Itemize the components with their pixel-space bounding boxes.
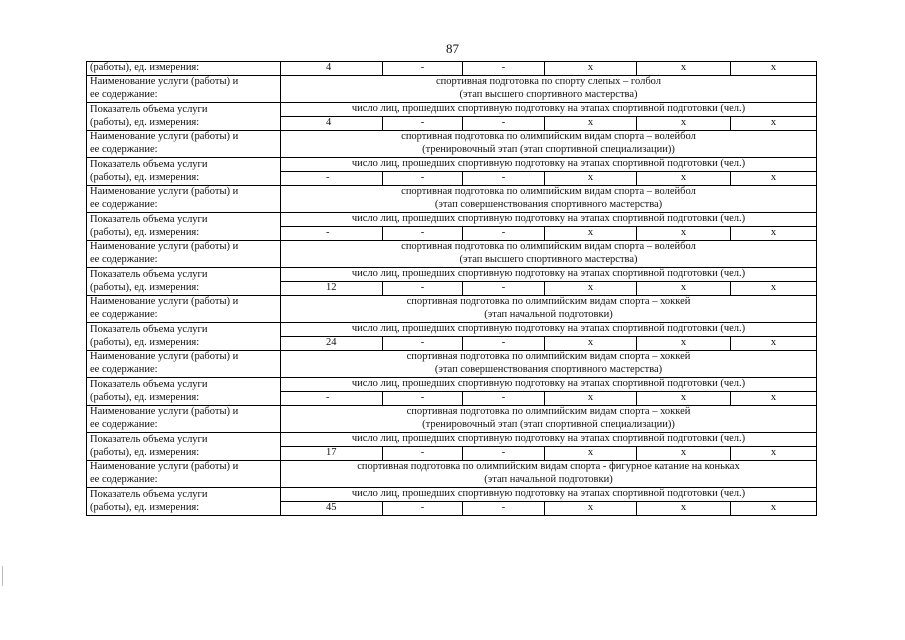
value-cell: - [463, 447, 545, 461]
service-name-label: ее содержание: [87, 199, 281, 213]
table-row [87, 474, 817, 488]
service-name-label: ее содержание: [87, 474, 281, 488]
value-cell: 45 [281, 502, 383, 516]
table-row [87, 172, 817, 186]
table-row [87, 433, 817, 447]
value-cell: - [463, 392, 545, 406]
indicator-text: число лиц, прошедших спортивную подготовку на этапах спортивной подготовки (чел.) [281, 488, 817, 502]
table-row [87, 392, 817, 406]
service-name-text: спортивная подготовка по олимпийским видам спорта – волейбол [281, 241, 817, 255]
table-row [87, 502, 817, 516]
value-cell: - [281, 172, 383, 186]
indicator-label: (работы), ед. измерения: [87, 282, 281, 296]
value-cell: - [383, 282, 463, 296]
value-cell: х [731, 392, 817, 406]
table-row [87, 62, 817, 76]
value-cell: х [545, 282, 637, 296]
value-cell: - [281, 227, 383, 241]
indicator-label: (работы), ед. измерения: [87, 172, 281, 186]
service-name-text: спортивная подготовка по олимпийским видам спорта – волейбол [281, 186, 817, 200]
service-name-label: Наименование услуги (работы) и [87, 296, 281, 310]
table-row [87, 158, 817, 172]
service-name-text: спортивная подготовка по олимпийским видам спорта – хоккей [281, 351, 817, 365]
service-name-label: Наименование услуги (работы) и [87, 131, 281, 145]
value-cell: - [383, 172, 463, 186]
service-name-text: спортивная подготовка по олимпийским видам спорта – хоккей [281, 406, 817, 420]
value-cell: х [637, 447, 731, 461]
value-cell: х [637, 392, 731, 406]
indicator-label: Показатель объема услуги [87, 433, 281, 447]
service-stage-text: (этап начальной подготовки) [281, 474, 817, 488]
table-row [87, 227, 817, 241]
service-name-text: спортивная подготовка по олимпийским видам спорта – хоккей [281, 296, 817, 310]
service-name-label: ее содержание: [87, 254, 281, 268]
value-cell: 24 [281, 337, 383, 351]
value-cell: х [731, 227, 817, 241]
table-row [87, 337, 817, 351]
table-row [87, 461, 817, 475]
table-row [87, 378, 817, 392]
value-cell: х [731, 282, 817, 296]
service-volume-table [86, 61, 817, 516]
table-row [87, 213, 817, 227]
value-cell: - [383, 337, 463, 351]
service-name-label: ее содержание: [87, 89, 281, 103]
service-name-text: спортивная подготовка по олимпийским видам спорта – волейбол [281, 131, 817, 145]
service-name-label: ее содержание: [87, 419, 281, 433]
value-cell: х [731, 172, 817, 186]
value-cell: - [383, 447, 463, 461]
value-cell: - [463, 227, 545, 241]
indicator-label: (работы), ед. измерения: [87, 227, 281, 241]
indicator-label: (работы), ед. измерения: [87, 117, 281, 131]
value-cell: х [731, 337, 817, 351]
indicator-text: число лиц, прошедших спортивную подготовку на этапах спортивной подготовки (чел.) [281, 158, 817, 172]
value-cell: - [463, 337, 545, 351]
value-cell: 4 [281, 62, 383, 76]
value-cell: х [637, 172, 731, 186]
table-row [87, 241, 817, 255]
table-row [87, 199, 817, 213]
service-name-text: спортивная подготовка по спорту слепых – голбол [281, 76, 817, 90]
value-cell: х [545, 172, 637, 186]
table-row [87, 419, 817, 433]
margin-mark [2, 566, 9, 586]
table-row [87, 117, 817, 131]
value-cell: - [383, 392, 463, 406]
value-cell: х [545, 502, 637, 516]
indicator-label: Показатель объема услуги [87, 323, 281, 337]
value-cell: - [383, 502, 463, 516]
service-stage-text: (этап высшего спортивного мастерства) [281, 254, 817, 268]
indicator-text: число лиц, прошедших спортивную подготовку на этапах спортивной подготовки (чел.) [281, 103, 817, 117]
value-cell: 17 [281, 447, 383, 461]
indicator-label: (работы), ед. измерения: [87, 62, 281, 76]
value-cell: х [731, 62, 817, 76]
value-cell: х [731, 447, 817, 461]
service-stage-text: (тренировочный этап (этап спортивной специализации)) [281, 144, 817, 158]
indicator-label: Показатель объема услуги [87, 213, 281, 227]
table-row [87, 323, 817, 337]
value-cell: х [545, 392, 637, 406]
service-name-label: Наименование услуги (работы) и [87, 351, 281, 365]
indicator-label: Показатель объема услуги [87, 103, 281, 117]
value-cell: - [463, 282, 545, 296]
table-row [87, 144, 817, 158]
value-cell: х [545, 62, 637, 76]
indicator-label: Показатель объема услуги [87, 488, 281, 502]
table-row [87, 254, 817, 268]
service-name-text: спортивная подготовка по олимпийским видам спорта - фигурное катание на коньках [281, 461, 817, 475]
service-name-label: ее содержание: [87, 309, 281, 323]
value-cell: х [731, 117, 817, 131]
table-row [87, 296, 817, 310]
table-row [87, 282, 817, 296]
service-name-label: Наименование услуги (работы) и [87, 241, 281, 255]
value-cell: х [637, 117, 731, 131]
service-name-label: Наименование услуги (работы) и [87, 406, 281, 420]
page-number: 87 [446, 41, 459, 56]
value-cell: - [463, 172, 545, 186]
service-name-label: Наименование услуги (работы) и [87, 186, 281, 200]
service-name-label: Наименование услуги (работы) и [87, 461, 281, 475]
service-name-label: Наименование услуги (работы) и [87, 76, 281, 90]
service-stage-text: (этап высшего спортивного мастерства) [281, 89, 817, 103]
table-row [87, 186, 817, 200]
table-row [87, 309, 817, 323]
service-name-label: ее содержание: [87, 364, 281, 378]
service-stage-text: (этап начальной подготовки) [281, 309, 817, 323]
value-cell: х [545, 337, 637, 351]
value-cell: х [637, 282, 731, 296]
table-row [87, 103, 817, 117]
value-cell: х [637, 62, 731, 76]
indicator-label: Показатель объема услуги [87, 268, 281, 282]
value-cell: - [463, 117, 545, 131]
indicator-text: число лиц, прошедших спортивную подготовку на этапах спортивной подготовки (чел.) [281, 213, 817, 227]
value-cell: 4 [281, 117, 383, 131]
table-row [87, 488, 817, 502]
table-row [87, 131, 817, 145]
value-cell: - [383, 117, 463, 131]
service-stage-text: (этап совершенствования спортивного мастерства) [281, 364, 817, 378]
indicator-label: (работы), ед. измерения: [87, 337, 281, 351]
indicator-label: (работы), ед. измерения: [87, 392, 281, 406]
table-row [87, 406, 817, 420]
indicator-label: (работы), ед. измерения: [87, 502, 281, 516]
value-cell: х [731, 502, 817, 516]
service-stage-text: (тренировочный этап (этап спортивной специализации)) [281, 419, 817, 433]
value-cell: 12 [281, 282, 383, 296]
indicator-text: число лиц, прошедших спортивную подготовку на этапах спортивной подготовки (чел.) [281, 433, 817, 447]
indicator-label: (работы), ед. измерения: [87, 447, 281, 461]
indicator-label: Показатель объема услуги [87, 158, 281, 172]
table-row [87, 89, 817, 103]
indicator-label: Показатель объема услуги [87, 378, 281, 392]
indicator-text: число лиц, прошедших спортивную подготовку на этапах спортивной подготовки (чел.) [281, 268, 817, 282]
table-row [87, 364, 817, 378]
table-row [87, 76, 817, 90]
value-cell: х [637, 502, 731, 516]
value-cell: - [281, 392, 383, 406]
value-cell: - [383, 227, 463, 241]
service-name-label: ее содержание: [87, 144, 281, 158]
value-cell: х [545, 227, 637, 241]
table-row [87, 351, 817, 365]
indicator-text: число лиц, прошедших спортивную подготовку на этапах спортивной подготовки (чел.) [281, 378, 817, 392]
service-stage-text: (этап совершенствования спортивного мастерства) [281, 199, 817, 213]
value-cell: х [545, 447, 637, 461]
value-cell: х [637, 337, 731, 351]
value-cell: - [383, 62, 463, 76]
table-row [87, 447, 817, 461]
table-row [87, 268, 817, 282]
value-cell: х [545, 117, 637, 131]
value-cell: - [463, 62, 545, 76]
indicator-text: число лиц, прошедших спортивную подготовку на этапах спортивной подготовки (чел.) [281, 323, 817, 337]
value-cell: х [637, 227, 731, 241]
value-cell: - [463, 502, 545, 516]
